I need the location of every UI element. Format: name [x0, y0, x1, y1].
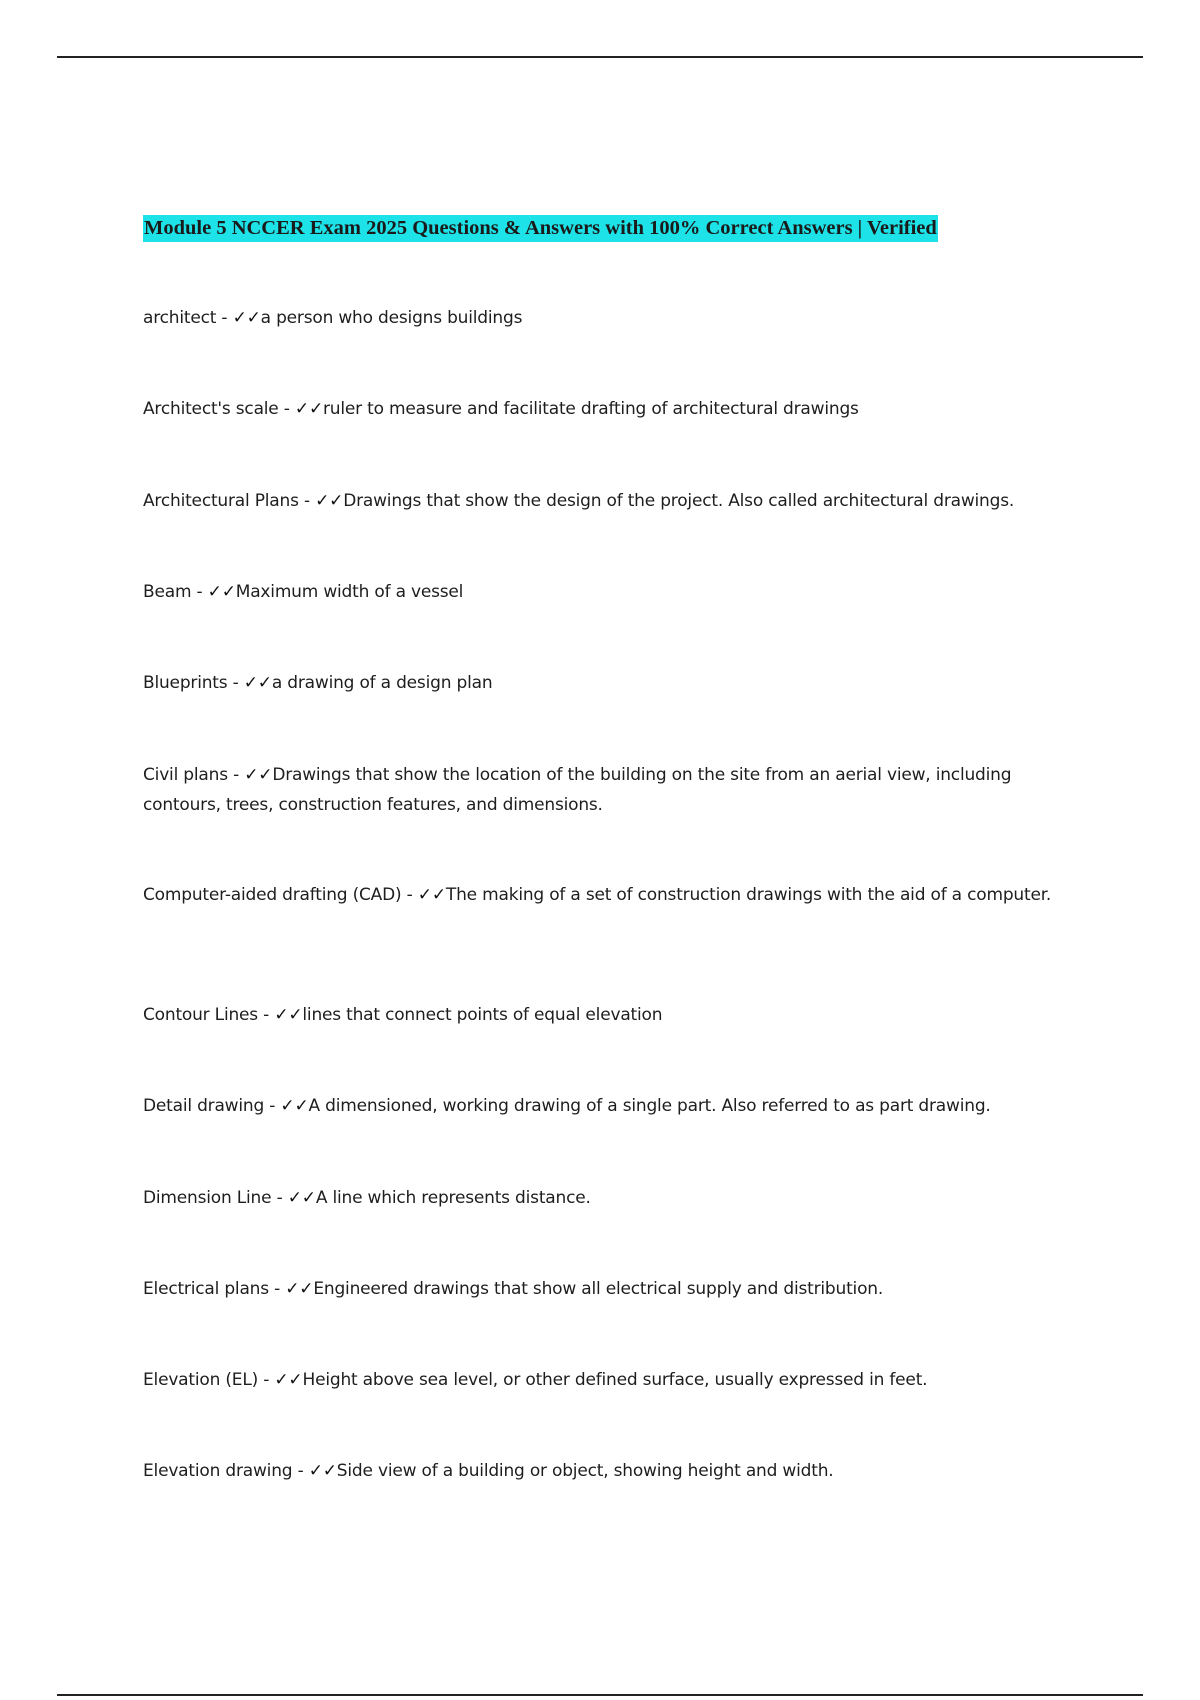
entry-term: Elevation drawing	[143, 1461, 293, 1481]
entry-definition: A dimensioned, working drawing of a single part. Also referred to as part drawing.	[308, 1096, 991, 1116]
double-check-icon: ✓✓	[287, 1188, 316, 1208]
entry-definition: A line which represents distance.	[315, 1188, 591, 1208]
glossary-entry	[143, 303, 1063, 333]
double-check-icon: ✓✓	[244, 765, 273, 785]
entry-definition: The making of a set of construction drawings with the aid of a computer.	[445, 885, 1052, 905]
glossary-entry	[143, 1091, 1063, 1121]
glossary-entry	[143, 1365, 1063, 1395]
entry-term: Architectural Plans	[143, 491, 299, 511]
document-title-highlight: Module 5 NCCER Exam 2025 Questions & Answers with 100% Correct Answers | Verified	[143, 215, 938, 242]
double-check-icon: ✓✓	[274, 1370, 303, 1390]
entry-definition: Drawings that show the location of the building on the site from an aerial view, including contours, trees, construction features, and dimensions.	[143, 765, 1012, 815]
glossary-entry	[143, 1274, 1063, 1304]
entry-definition: Drawings that show the design of the project. Also called architectural drawings.	[343, 491, 1015, 511]
glossary-entry	[143, 1183, 1063, 1213]
entry-term: Computer-aided drafting (CAD)	[143, 885, 402, 905]
double-check-icon: ✓✓	[232, 308, 261, 328]
double-check-icon: ✓✓	[207, 582, 236, 602]
double-check-icon: ✓✓	[280, 1096, 309, 1116]
entry-separator: -	[216, 308, 233, 328]
entry-separator: -	[401, 885, 418, 905]
entry-separator: -	[264, 1096, 281, 1116]
double-check-icon: ✓✓	[274, 1005, 303, 1025]
entry-definition: Side view of a building or object, showing height and width.	[336, 1461, 834, 1481]
entry-separator: -	[268, 1279, 286, 1299]
entry-term: architect	[143, 308, 217, 328]
entry-separator: -	[292, 1461, 309, 1481]
entry-term: Architect's scale	[143, 399, 279, 419]
entry-definition: ruler to measure and facilitate drafting of architectural drawings	[323, 399, 859, 419]
entry-separator: -	[191, 582, 208, 602]
entry-definition: a person who designs buildings	[260, 308, 523, 328]
entry-separator: -	[298, 491, 316, 511]
entry-definition: Maximum width of a vessel	[235, 582, 464, 602]
entry-separator: -	[257, 1005, 275, 1025]
glossary-entry	[143, 1456, 1063, 1486]
entry-term: Detail drawing	[143, 1096, 265, 1116]
entry-definition: Engineered drawings that show all electrical supply and distribution.	[313, 1279, 884, 1299]
glossary-entry	[143, 486, 1063, 516]
glossary-entry	[143, 394, 1063, 424]
entry-term: Blueprints	[143, 673, 228, 693]
entry-separator: -	[271, 1188, 288, 1208]
glossary-entry	[143, 760, 1063, 820]
entry-separator: -	[227, 673, 244, 693]
entry-term: Electrical plans	[143, 1279, 269, 1299]
entry-term: Beam	[143, 582, 192, 602]
glossary-entry	[143, 1000, 1063, 1030]
glossary-entry	[143, 577, 1063, 607]
double-check-icon: ✓✓	[243, 673, 272, 693]
entry-term: Elevation (EL)	[143, 1370, 259, 1390]
document-title	[143, 214, 938, 242]
entry-term: Dimension Line	[143, 1188, 272, 1208]
entry-term: Civil plans	[143, 765, 228, 785]
entry-separator: -	[278, 399, 295, 419]
double-check-icon: ✓✓	[315, 491, 344, 511]
entry-definition: lines that connect points of equal elevation	[302, 1005, 663, 1025]
entry-definition: Height above sea level, or other defined surface, usually expressed in feet.	[302, 1370, 928, 1390]
glossary-entry	[143, 668, 1063, 698]
double-check-icon: ✓✓	[285, 1279, 314, 1299]
entry-separator: -	[258, 1370, 275, 1390]
bottom-rule	[57, 1694, 1143, 1696]
double-check-icon: ✓✓	[308, 1461, 337, 1481]
glossary-entry	[143, 880, 1063, 910]
entry-separator: -	[227, 765, 245, 785]
entry-term: Contour Lines	[143, 1005, 258, 1025]
double-check-icon: ✓✓	[294, 399, 324, 419]
entry-definition: a drawing of a design plan	[271, 673, 493, 693]
double-check-icon: ✓✓	[417, 885, 446, 905]
top-rule	[57, 56, 1143, 58]
